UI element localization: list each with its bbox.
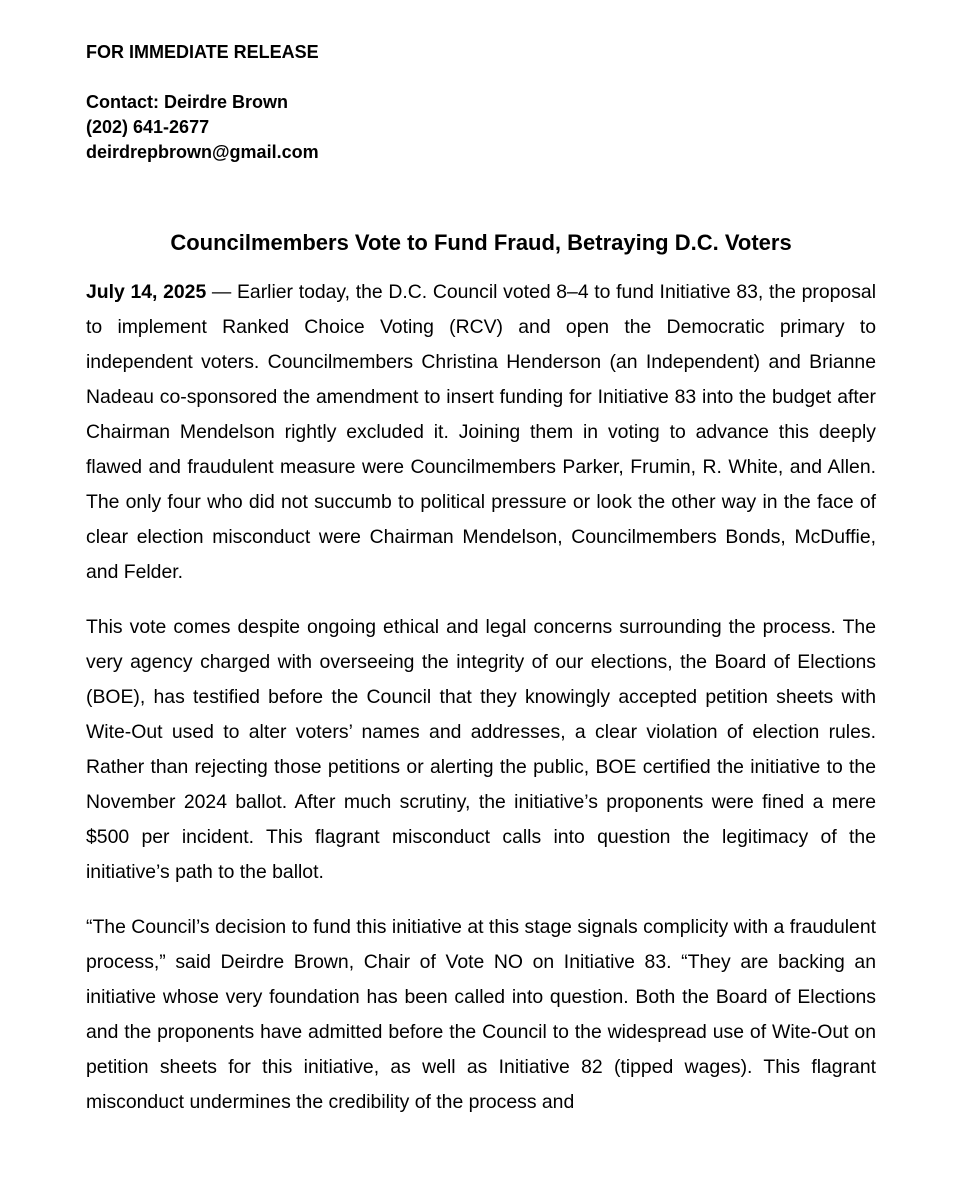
paragraph-2: This vote comes despite ongoing ethical and legal concerns surrounding the process. The very agency charged with overseeing the integrity of our elections, the Board of Elections (BOE), has testified before the Council that they knowingly accepted petition sheets with Wite-Out used to alter voters’ names and addresses, a clear violation of election rules. Rather than rejecting those petitions or alerting the public, BOE certified the initiative to the November 2024 ballot. After much scrutiny, the initiative’s proponents were fined a mere $500 per incident. This flagrant misconduct calls into question the legitimacy of the initiative’s path to the ballot. bbox=[86, 616, 876, 883]
headline: Councilmembers Vote to Fund Fraud, Betraying D.C. Voters bbox=[170, 230, 792, 255]
dateline: July 14, 2025 bbox=[86, 281, 207, 303]
release-header bbox=[86, 40, 876, 165]
paragraph-3: “The Council’s decision to fund this initiative at this stage signals complicity with a fraudulent process,” said Deirdre Brown, Chair of Vote NO on Initiative 83. “They are backing an initiative whose very foundation has been called into question. Both the Board of Elections and the proponents have admitted before the Council to the widespread use of Wite-Out on petition sheets for this initiative, as well as Initiative 82 (tipped wages). This flagrant misconduct undermines the credibility of the process and bbox=[86, 916, 876, 1113]
contact-block bbox=[86, 90, 876, 165]
body-text bbox=[86, 275, 876, 1140]
release-label: FOR IMMEDIATE RELEASE bbox=[86, 42, 319, 62]
paragraph-1-text: — Earlier today, the D.C. Council voted 8–4 to fund Initiative 83, the proposal to implement Ranked Choice Voting (RCV) and open the Democratic primary to independent voters. Councilmembers Christina Henderson (an Independent) and Brianne Nadeau co-sponsored the amendment to insert funding for Initiative 83 into the budget after Chairman Mendelson rightly excluded it. Joining them in voting to advance this deeply flawed and fraudulent measure were Councilmembers Parker, Frumin, R. White, and Allen. The only four who did not succumb to political pressure or look the other way in the face of clear election misconduct were Chairman Mendelson, Councilmembers Bonds, McDuffie, and Felder. bbox=[86, 281, 876, 583]
paragraph-1 bbox=[86, 275, 876, 590]
contact-email: deirdrepbrown@gmail.com bbox=[86, 142, 319, 162]
contact-phone: (202) 641-2677 bbox=[86, 117, 210, 137]
contact-name: Contact: Deirdre Brown bbox=[86, 92, 289, 112]
